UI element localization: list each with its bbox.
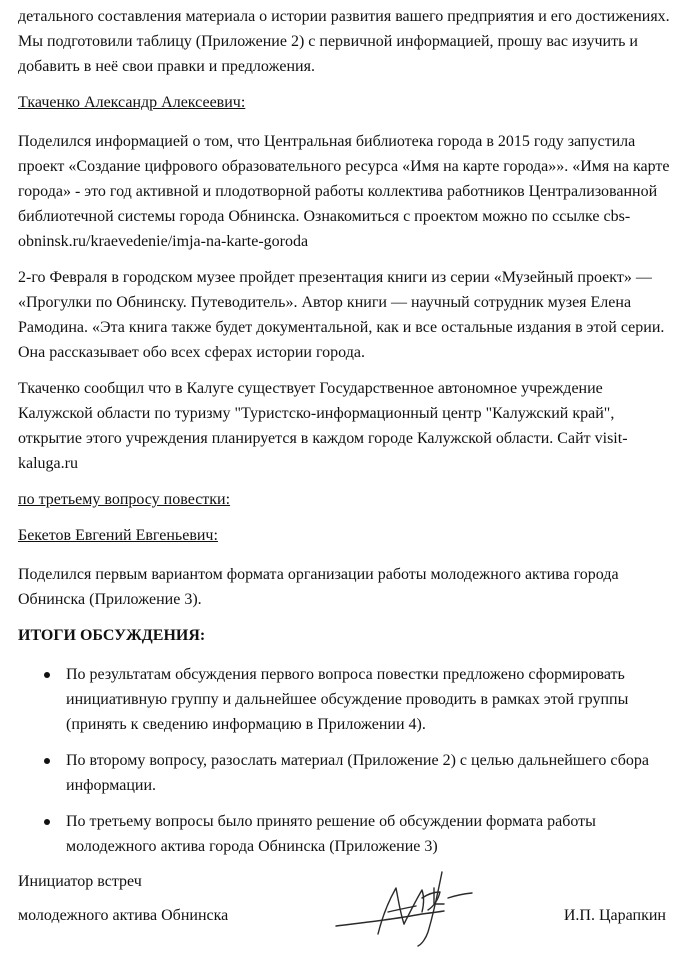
results-list-item — [18, 662, 670, 737]
results-item-text: По второму вопросу, разослать материал (Приложение 2) с целью дальнейшего сбора информации. — [66, 752, 649, 794]
results-item-text: По третьему вопросы было принято решение об обсуждении формата работы молодежного актива города Обнинска (Приложение 3) — [66, 813, 596, 855]
results-list-item — [18, 748, 670, 798]
signature-initiator-line2: молодежного актива Обнинска — [18, 907, 229, 924]
results-item-text: По результатам обсуждения первого вопроса повестки предложено сформировать инициативную группу и дальнейшее обсуждение проводить в рамках этой группы (принять к сведению информацию в Приложении 4). — [66, 666, 629, 733]
tkachenko-paragraph-museum: 2-го Февраля в городском музее пройдет презентация книги из серии «Музейный проект» — «Прогулки по Обнинску. Путеводитель». Автор книги — научный сотрудник музея Елена Рамодина. «Эта книга также будет документальной, как и все остальные издания в этой серии. Она рассказывает обо всех сферах истории города. — [18, 269, 665, 361]
results-list-item — [18, 809, 670, 859]
speaker-beketov: Бекетов Евгений Евгеньевич: — [18, 527, 218, 544]
handwritten-signature — [330, 868, 480, 948]
beketov-paragraph: Поделился первым вариантом формата организации работы молодежного актива города Обнинска (Приложение 3). — [18, 566, 619, 608]
document-page — [18, 4, 670, 870]
results-heading: ИТОГИ ОБСУЖДЕНИЯ: — [18, 627, 206, 644]
signature-name: И.П. Царапкин — [563, 907, 666, 924]
tkachenko-paragraph-tourism: Ткаченко сообщил что в Калуге существует Государственное автономное учреждение Калужской области по туризму "Туристско-информационный центр "Калужский край", открытие этого учреждения планируется в каждом городе Калужской области. Сайт visit-kaluga.ru — [18, 380, 628, 472]
signature-initiator-line1: Инициатор встреч — [18, 873, 142, 890]
agenda-item-3: по третьему вопросу повестки: — [18, 491, 231, 508]
bullet-icon — [44, 819, 50, 825]
bullet-icon — [44, 672, 50, 678]
speaker-tkachenko: Ткаченко Александр Алексеевич: — [18, 94, 246, 111]
results-list — [18, 662, 670, 859]
tkachenko-paragraph-library: Поделился информацией о том, что Центральная библиотека города в 2015 году запустила проект «Создание цифрового образовательного ресурса «Имя на карте города»». «Имя на карте города» - это год активной и плодотворной работы коллектива работников Централизованной библиотечной системы города Обнинска. Ознакомиться с проектом можно по ссылке cbs-obninsk.ru/kraevedenie/imja-na-karte-goroda — [18, 133, 670, 250]
bullet-icon — [44, 758, 50, 764]
intro-paragraph: детального составления материала о истории развития вашего предприятия и его достижениях. Мы подготовили таблицу (Приложение 2) с первичной информацией, прошу вас изучить и добавить в неё свои правки и предложения. — [18, 8, 670, 75]
